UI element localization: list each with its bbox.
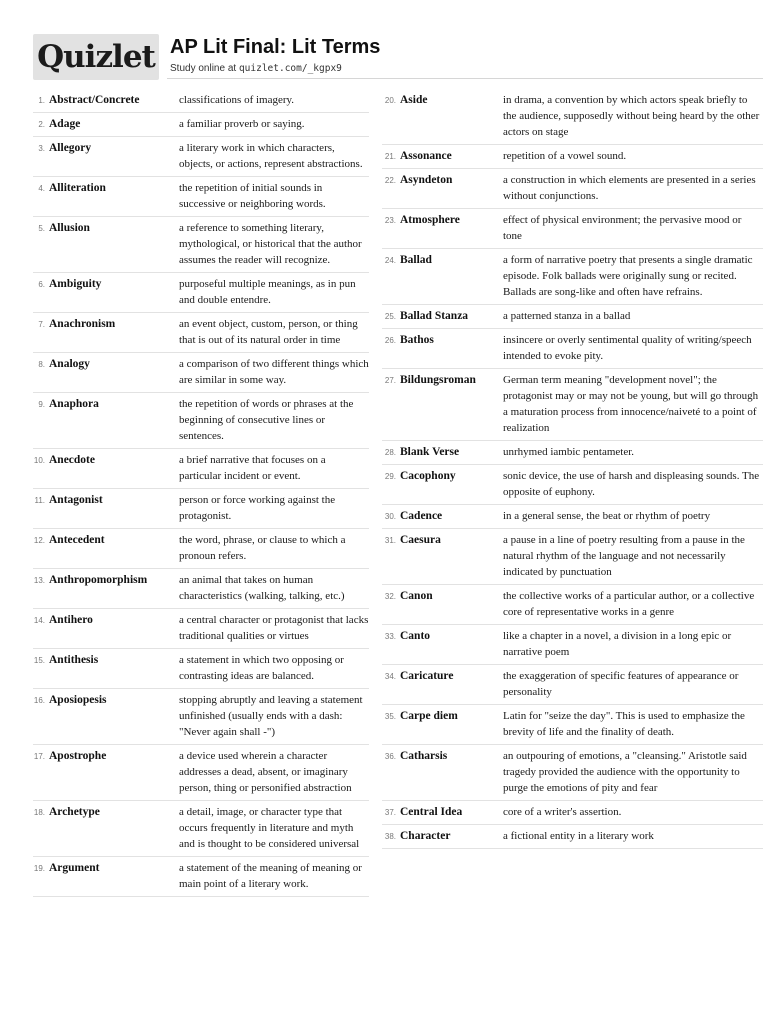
term-row <box>33 489 369 529</box>
term-name: Canto <box>400 630 431 642</box>
term-number: 36. <box>384 752 396 761</box>
term-definition: a comparison of two different things which are similar in some way. <box>179 358 369 386</box>
term-name: Antagonist <box>49 494 103 506</box>
term-definition: a central character or protagonist that lacks traditional qualities or virtues <box>179 614 369 642</box>
term-number: 17. <box>33 752 45 761</box>
term-definition: unrhymed iambic pentameter. <box>503 446 635 458</box>
term-name: Atmosphere <box>400 214 460 226</box>
term-number: 14. <box>33 616 45 625</box>
term-name: Aside <box>400 94 428 106</box>
term-definition: the word, phrase, or clause to which a pronoun refers. <box>179 534 346 562</box>
term-definition: an outpouring of emotions, a "cleansing." Aristotle said tragedy provided the audience with the opportunity to purge the emotions of pity and fear <box>503 750 747 794</box>
term-number: 1. <box>38 96 45 105</box>
term-definition: a fictional entity in a literary work <box>503 830 654 842</box>
term-definition: a patterned stanza in a ballad <box>503 310 631 322</box>
term-row <box>33 89 369 113</box>
term-definition: stopping abruptly and leaving a statement unfinished (usually ends with a dash: "Never again shall -") <box>179 694 363 738</box>
term-definition: the repetition of initial sounds in successive or neighboring words. <box>179 182 326 210</box>
term-number: 5. <box>38 224 45 233</box>
term-row <box>33 529 369 569</box>
term-row <box>382 209 763 249</box>
term-row <box>382 441 763 465</box>
term-definition: in a general sense, the beat or rhythm of poetry <box>503 510 711 522</box>
term-name: Apostrophe <box>49 750 107 762</box>
term-number: 15. <box>33 656 45 665</box>
terms-column-left <box>33 89 369 897</box>
term-name: Abstract/Concrete <box>49 94 140 106</box>
term-number: 18. <box>33 808 45 817</box>
term-definition: person or force working against the protagonist. <box>179 494 336 522</box>
term-name: Carpe diem <box>400 710 458 722</box>
term-definition: an animal that takes on human characteristics (walking, talking, etc.) <box>179 574 345 602</box>
term-number: 38. <box>384 832 396 841</box>
term-name: Central Idea <box>400 806 463 818</box>
term-number: 23. <box>384 216 396 225</box>
term-number: 13. <box>33 576 45 585</box>
term-number: 34. <box>384 672 396 681</box>
term-number: 4. <box>38 184 45 193</box>
term-row <box>382 585 763 625</box>
term-definition: core of a writer's assertion. <box>503 806 622 818</box>
term-name: Canon <box>400 590 433 602</box>
quizlet-logo[interactable]: Quizlet <box>33 34 159 80</box>
term-row <box>382 369 763 441</box>
term-definition: an event object, custom, person, or thing that is out of its natural order in time <box>179 318 358 346</box>
term-name: Allusion <box>49 222 90 234</box>
term-definition: a reference to something literary, mythological, or historical that the author assumes the reader will recognize. <box>179 222 362 266</box>
term-name: Asyndeton <box>400 174 453 186</box>
term-row <box>33 313 369 353</box>
term-row <box>33 449 369 489</box>
term-definition: effect of physical environment; the pervasive mood or tone <box>503 214 742 242</box>
term-definition: a detail, image, or character type that occurs frequently in literature and myth and is thought to be considered universal <box>179 806 360 850</box>
term-definition: in drama, a convention by which actors speak briefly to the audience, supposedly without being heard by the other actors on stage <box>503 94 760 138</box>
term-row <box>382 169 763 209</box>
term-row <box>382 529 763 585</box>
study-url-link[interactable]: quizlet.com/_kgpx9 <box>238 63 342 74</box>
term-definition: sonic device, the use of harsh and displeasing sounds. The opposite of euphony. <box>503 470 760 498</box>
term-name: Catharsis <box>400 750 448 762</box>
term-row <box>382 505 763 529</box>
term-definition: the repetition of words or phrases at the beginning of consecutive lines or sentences. <box>179 398 354 442</box>
term-definition: a statement in which two opposing or contrasting ideas are balanced. <box>179 654 344 682</box>
term-definition: the collective works of a particular author, or a collective core of representative works in a genre <box>503 590 755 618</box>
term-name: Assonance <box>400 150 452 162</box>
term-number: 26. <box>384 336 396 345</box>
term-number: 11. <box>34 496 45 505</box>
term-number: 10. <box>33 456 45 465</box>
term-name: Anecdote <box>49 454 95 466</box>
term-number: 6. <box>38 280 45 289</box>
term-number: 25. <box>384 312 396 321</box>
term-name: Caricature <box>400 670 454 682</box>
term-row <box>33 217 369 273</box>
term-row <box>33 177 369 217</box>
term-row <box>382 745 763 801</box>
term-name: Bildungsroman <box>400 374 476 386</box>
term-definition: insincere or overly sentimental quality of writing/speech intended to evoke pity. <box>503 334 752 362</box>
term-number: 31. <box>384 536 396 545</box>
term-name: Antithesis <box>49 654 99 666</box>
term-row <box>33 857 369 897</box>
term-name: Adage <box>49 118 81 130</box>
term-definition: a construction in which elements are presented in a series without conjunctions. <box>503 174 756 202</box>
term-name: Cadence <box>400 510 443 522</box>
term-name: Character <box>400 830 451 842</box>
term-number: 16. <box>33 696 45 705</box>
term-name: Caesura <box>400 534 441 546</box>
term-row <box>382 801 763 825</box>
term-number: 12. <box>33 536 45 545</box>
term-number: 21. <box>384 152 396 161</box>
term-row <box>382 305 763 329</box>
term-row <box>33 569 369 609</box>
term-number: 28. <box>384 448 396 457</box>
term-definition: a brief narrative that focuses on a particular incident or event. <box>179 454 326 482</box>
term-definition: the exaggeration of specific features of appearance or personality <box>503 670 739 698</box>
page-title: AP Lit Final: Lit Terms <box>170 36 381 58</box>
term-number: 9. <box>38 400 45 409</box>
term-number: 32. <box>384 592 396 601</box>
term-name: Ballad Stanza <box>400 310 469 322</box>
term-row <box>382 329 763 369</box>
term-row <box>33 137 369 177</box>
term-name: Analogy <box>49 358 90 370</box>
term-name: Anachronism <box>49 318 116 330</box>
term-name: Ballad <box>400 254 432 266</box>
term-number: 27. <box>384 376 396 385</box>
term-number: 2. <box>38 120 45 129</box>
term-definition: classifications of imagery. <box>179 94 295 106</box>
term-definition: like a chapter in a novel, a division in a long epic or narrative poem <box>503 630 732 658</box>
term-definition: a statement of the meaning of meaning or main point of a literary work. <box>179 862 362 890</box>
header-divider <box>167 78 763 79</box>
term-definition: purposeful multiple meanings, as in pun and double entendre. <box>179 278 356 306</box>
term-definition: a form of narrative poetry that presents a single dramatic episode. Folk ballads were originally sung or recited. Ballads are song-like and often have refrains. <box>503 254 753 298</box>
term-row <box>382 825 763 849</box>
term-number: 7. <box>38 320 45 329</box>
term-name: Alliteration <box>49 182 106 194</box>
term-row <box>33 113 369 137</box>
term-row <box>33 801 369 857</box>
term-row <box>33 745 369 801</box>
term-name: Anaphora <box>49 398 99 410</box>
term-name: Allegory <box>49 142 92 154</box>
term-row <box>33 689 369 745</box>
term-row <box>382 665 763 705</box>
term-row <box>382 625 763 665</box>
study-online-label: Study online at <box>170 63 239 74</box>
term-definition: a device used wherein a character addresses a dead, absent, or imaginary person, thing or personified abstraction <box>179 750 352 794</box>
page-header <box>33 34 763 80</box>
term-name: Aposiopesis <box>49 694 107 706</box>
term-row <box>382 145 763 169</box>
term-number: 3. <box>38 144 45 153</box>
term-number: 29. <box>384 472 396 481</box>
term-row <box>33 649 369 689</box>
term-name: Blank Verse <box>400 446 460 458</box>
term-row <box>382 465 763 505</box>
term-name: Bathos <box>400 334 434 346</box>
term-definition: a pause in a line of poetry resulting from a pause in the natural rhythm of the language and not necessarily indicated by punctuation <box>503 534 745 578</box>
term-number: 19. <box>33 864 45 873</box>
term-name: Antihero <box>49 614 93 626</box>
term-definition: German term meaning "development novel"; the protagonist may or may not be young, but will go through a maturation process from innocence/naiveté to a point of realization <box>503 374 759 434</box>
term-number: 8. <box>38 360 45 369</box>
term-name: Cacophony <box>400 470 456 482</box>
study-online-line <box>170 63 342 74</box>
term-number: 20. <box>384 96 396 105</box>
term-number: 33. <box>384 632 396 641</box>
term-definition: Latin for "seize the day". This is used to emphasize the brevity of life and the finality of death. <box>503 710 745 738</box>
term-row <box>382 705 763 745</box>
term-row <box>382 89 763 145</box>
term-number: 37. <box>384 808 396 817</box>
term-number: 24. <box>384 256 396 265</box>
term-row <box>33 353 369 393</box>
term-definition: a familiar proverb or saying. <box>179 118 305 130</box>
terms-column-right <box>382 89 763 849</box>
term-name: Argument <box>49 862 100 874</box>
term-row <box>33 609 369 649</box>
term-row <box>33 273 369 313</box>
term-row <box>33 393 369 449</box>
term-name: Anthropomorphism <box>49 574 148 586</box>
term-name: Antecedent <box>49 534 105 546</box>
term-definition: repetition of a vowel sound. <box>503 150 627 162</box>
term-number: 35. <box>384 712 396 721</box>
term-name: Ambiguity <box>49 278 102 290</box>
term-name: Archetype <box>49 806 100 818</box>
term-number: 22. <box>384 176 396 185</box>
term-row <box>382 249 763 305</box>
term-number: 30. <box>384 512 396 521</box>
term-definition: a literary work in which characters, objects, or actions, represent abstractions. <box>179 142 363 170</box>
